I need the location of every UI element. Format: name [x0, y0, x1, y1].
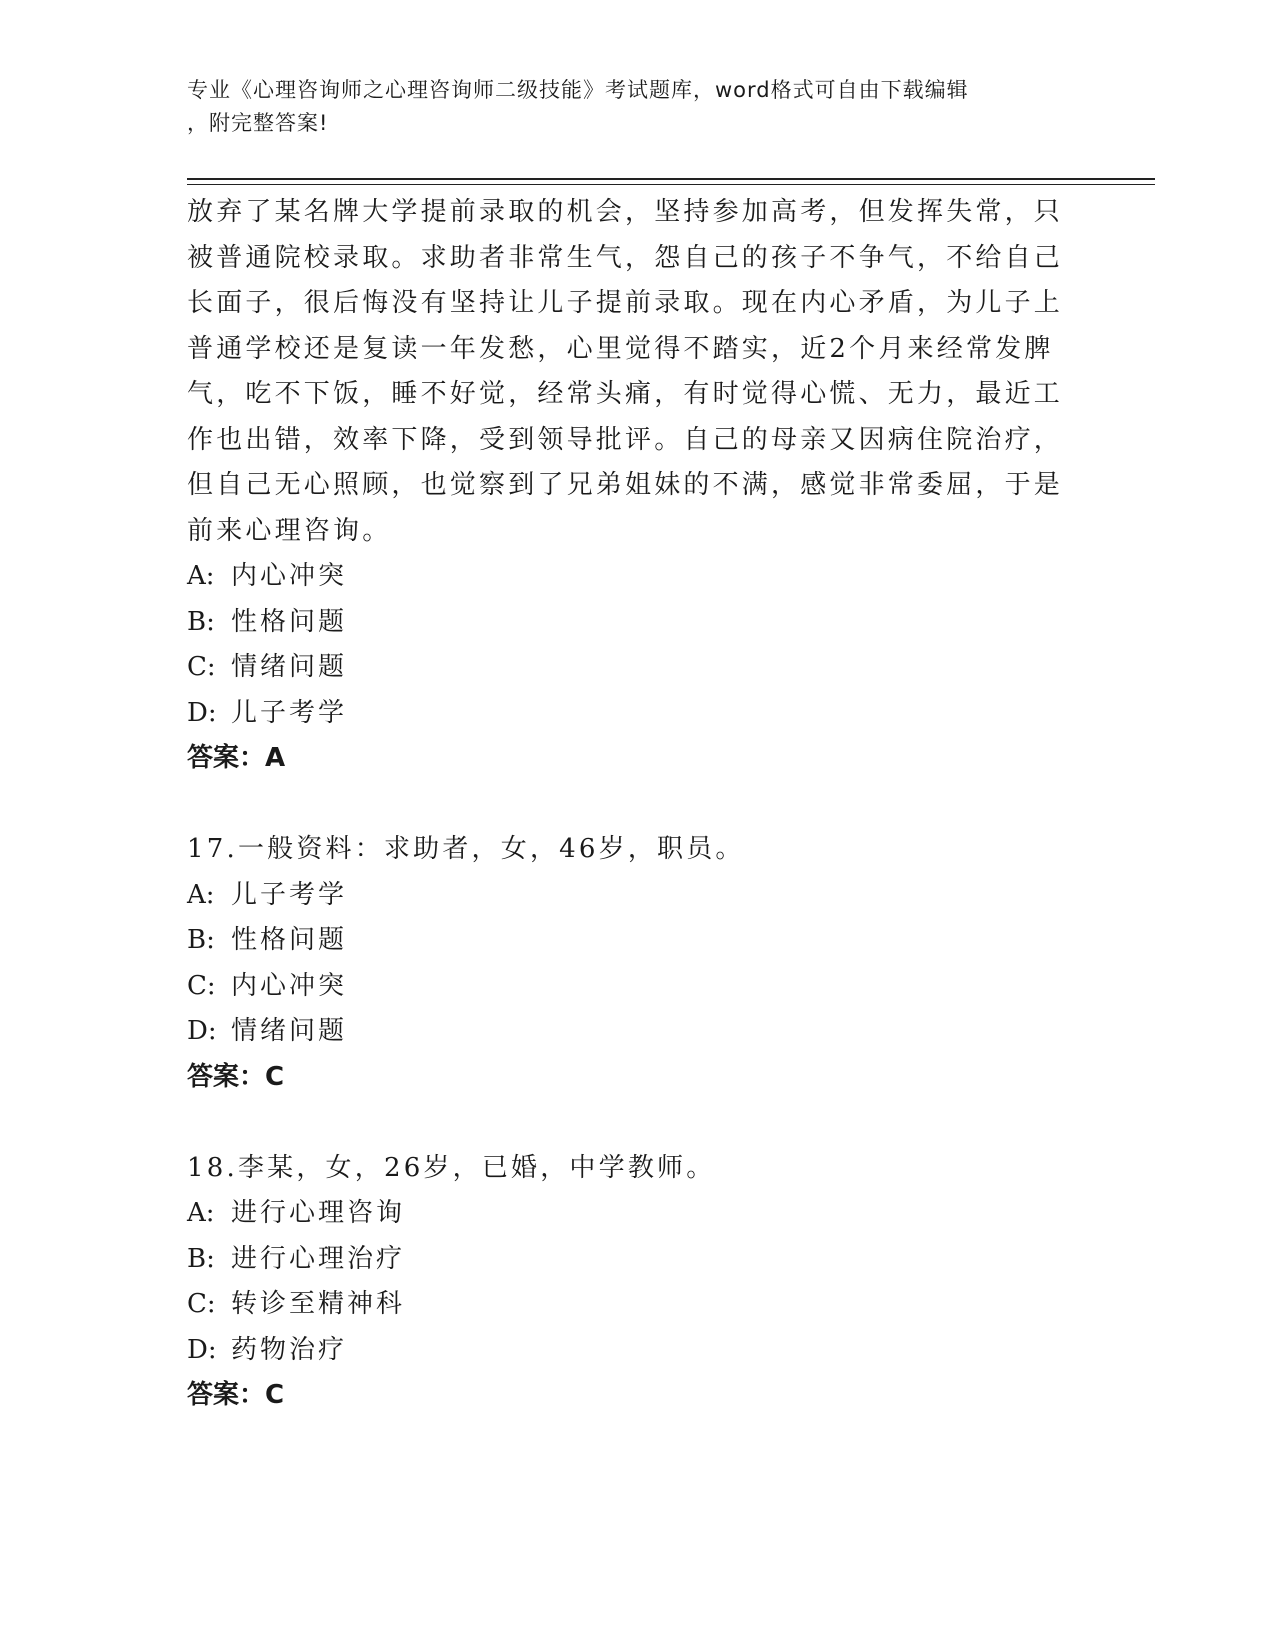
- option-text: 性格问题: [231, 925, 348, 955]
- option-text: 药物治疗: [231, 1334, 348, 1365]
- option-c: [187, 964, 1067, 1010]
- passage-line: 长面子，很后悔没有坚持让儿子提前录取。现在内心矛盾，为儿子上: [187, 288, 1064, 318]
- option-b: [187, 918, 1067, 964]
- question-16-passage: [187, 190, 1067, 554]
- option-key: A:: [187, 561, 215, 591]
- header-divider-thick: [187, 178, 1155, 180]
- option-key: C:: [187, 1289, 216, 1319]
- passage-line: 放弃了某名牌大学提前录取的机会，坚持参加高考，但发挥失常，只: [187, 197, 1064, 227]
- answer-line: 答案：A: [187, 743, 286, 773]
- question-stem: 17.一般资料：求助者，女，46岁，职员。: [187, 834, 745, 864]
- option-text: 内心冲突: [231, 561, 348, 591]
- passage-line: 但自己无心照顾，也觉察到了兄弟姐妹的不满，感觉非常委屈，于是: [187, 470, 1064, 500]
- option-d: [187, 691, 1067, 737]
- passage-line: 气，吃不下饭，睡不好觉，经常头痛，有时觉得心慌、无力，最近工: [187, 379, 1064, 409]
- option-text: 进行心理咨询: [231, 1198, 406, 1228]
- document-header: [187, 74, 1067, 140]
- option-text: 转诊至精神科: [231, 1289, 406, 1319]
- option-key: D:: [187, 1016, 217, 1046]
- option-c: [187, 1282, 1067, 1328]
- option-c: [187, 645, 1067, 691]
- option-b: [187, 1237, 1067, 1283]
- answer-line: 答案：C: [187, 1061, 285, 1092]
- question-16-options: [187, 554, 1067, 782]
- passage-line: 作也出错，效率下降，受到领导批评。自己的母亲又因病住院治疗，: [187, 424, 1064, 455]
- question-18: [187, 1146, 1067, 1419]
- option-d: [187, 1328, 1067, 1374]
- header-line-1: 专业《心理咨询师之心理咨询师二级技能》考试题库，word格式可自由下载编辑: [187, 78, 969, 102]
- option-b: [187, 600, 1067, 646]
- option-text: 儿子考学: [231, 697, 348, 728]
- question-17: [187, 827, 1067, 1100]
- option-text: 情绪问题: [231, 1016, 348, 1046]
- passage-line: 被普通院校录取。求助者非常生气，怨自己的孩子不争气，不给自己: [187, 242, 1064, 273]
- option-text: 性格问题: [231, 606, 348, 637]
- option-key: B:: [187, 606, 215, 637]
- answer-line: 答案：C: [187, 1380, 285, 1410]
- header-line-2: ，附完整答案!: [187, 111, 329, 135]
- option-key: A:: [187, 1198, 215, 1228]
- option-text: 情绪问题: [231, 652, 348, 682]
- option-a: [187, 554, 1067, 600]
- option-key: B:: [187, 925, 215, 955]
- option-text: 进行心理治疗: [231, 1243, 406, 1274]
- option-d: [187, 1009, 1067, 1055]
- option-key: D:: [187, 697, 217, 728]
- option-key: B:: [187, 1243, 215, 1274]
- document-body: [187, 190, 1067, 1419]
- option-key: C:: [187, 970, 216, 1001]
- option-text: 儿子考学: [231, 879, 348, 910]
- passage-line: 普通学校还是复读一年发愁，心里觉得不踏实，近2个月来经常发脾: [187, 333, 1054, 364]
- option-text: 内心冲突: [231, 970, 348, 1001]
- question-stem: 18.李某，女，26岁，已婚，中学教师。: [187, 1152, 716, 1183]
- option-a: [187, 1191, 1067, 1237]
- spacer: [187, 1100, 1067, 1146]
- option-a: [187, 873, 1067, 919]
- passage-line: 前来心理咨询。: [187, 515, 392, 546]
- header-divider-thin: [187, 184, 1155, 185]
- option-key: C:: [187, 652, 216, 682]
- option-key: A:: [187, 879, 215, 910]
- option-key: D:: [187, 1334, 217, 1365]
- spacer: [187, 782, 1067, 828]
